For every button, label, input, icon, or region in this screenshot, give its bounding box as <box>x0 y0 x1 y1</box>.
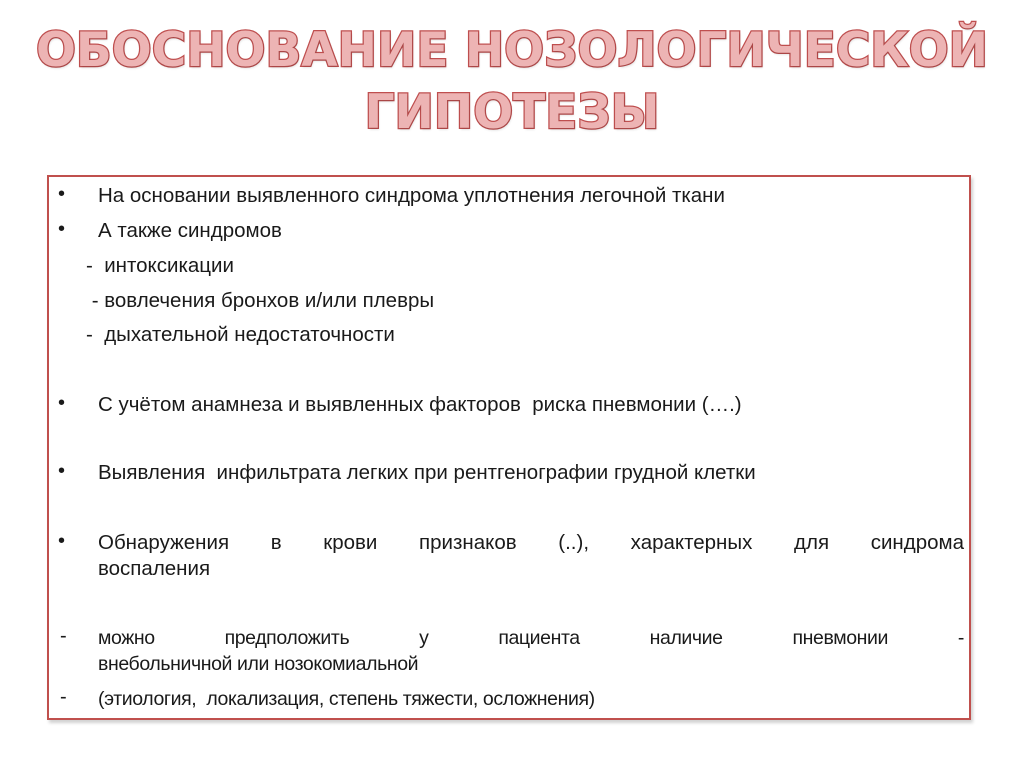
list-item-blood-signs-line-1: Обнаружения в крови признаков (..), характерных для синдрома <box>98 531 964 554</box>
sub-item-bronchi-pleura: - вовлечения бронхов и/или плевры <box>86 289 435 312</box>
sub-item-intoxication: - интоксикации <box>86 254 234 277</box>
list-item-conclusion-line-2: внебольничной или нозокомиальной <box>98 653 419 675</box>
list-item-also-syndromes: А также синдромов <box>98 219 282 242</box>
list-item-blood-signs-line-2: воспаления <box>98 557 211 580</box>
list-item-details: (этиология, локализация, степень тяжести, осложнения) <box>98 688 595 710</box>
list-item-infiltrate: Выявления инфильтрата легких при рентгенографии грудной клетки <box>98 461 756 484</box>
list-item-anamnesis: С учётом анамнеза и выявленных факторов риска пневмонии (….) <box>98 393 742 416</box>
dash-icon: - <box>60 625 67 647</box>
bullet-icon: • <box>58 460 66 482</box>
bullet-icon: • <box>58 183 66 205</box>
slide-title-line-1: ОБОСНОВАНИЕ НОЗОЛОГИЧЕСКОЙ <box>35 23 989 78</box>
list-item-syndrome-consolidation: На основании выявленного синдрома уплотнения легочной ткани <box>98 184 725 207</box>
list-item-blood-signs <box>98 530 964 582</box>
list-item-conclusion-line-1: можно предположить у пациента наличие пневмонии - <box>98 627 964 649</box>
slide-title <box>0 20 1024 144</box>
sub-item-respiratory-failure: - дыхательной недостаточности <box>86 323 395 346</box>
list-item-conclusion <box>98 625 964 677</box>
bullet-icon: • <box>58 392 66 414</box>
bullet-icon: • <box>58 530 66 552</box>
dash-icon: - <box>60 686 67 708</box>
slide-title-line-2: ГИПОТЕЗЫ <box>364 85 660 140</box>
bullet-icon: • <box>58 218 66 240</box>
